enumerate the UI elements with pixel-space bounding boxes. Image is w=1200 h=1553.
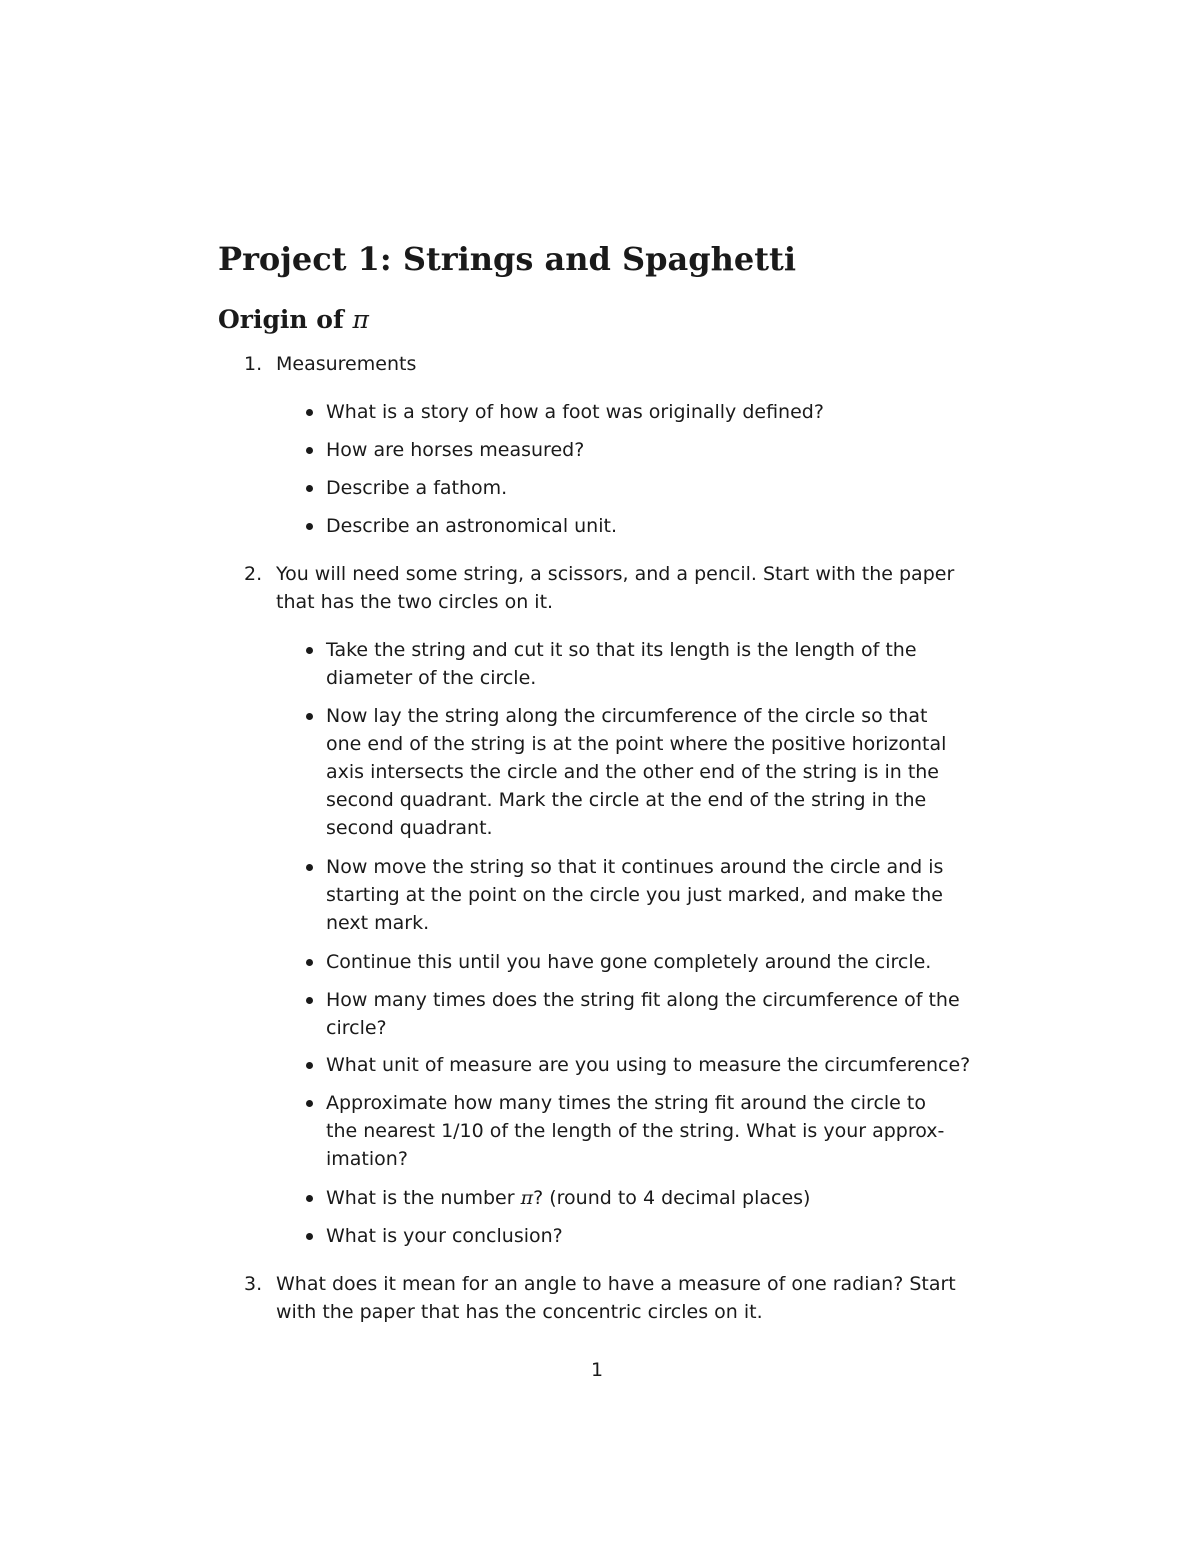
bullet-text: What is a story of how a foot was originally defined? [326,401,824,423]
bullet-marker [306,997,313,1004]
bullet-text-part: ? (round to 4 decimal places) [533,1187,811,1209]
bullet-text: circle? [326,1017,387,1039]
bullet-text: Take the string and cut it so that its length is the length of the [326,639,917,661]
bullet-marker [306,409,313,416]
pi-symbol: π [352,305,369,334]
bullet-text: axis intersects the circle and the other end of the string is in the [326,761,940,783]
bullet-text: Continue this until you have gone completely around the circle. [326,951,932,973]
bullet-marker [306,647,313,654]
section-heading-text: Origin of [218,305,353,334]
item-number: 3. [244,1273,263,1295]
bullet-text: imation? [326,1148,408,1170]
item-number: 1. [244,353,263,375]
section-heading [218,302,369,338]
bullet-text: Describe an astronomical unit. [326,515,617,537]
bullet-text: one end of the string is at the point where the positive horizontal [326,733,947,755]
bullet-marker [306,713,313,720]
bullet-marker [306,864,313,871]
bullet-text: What unit of measure are you using to measure the circumference? [326,1054,971,1076]
bullet-text: Now move the string so that it continues around the circle and is [326,856,944,878]
bullet-text: second quadrant. [326,817,493,839]
bullet-text: the nearest 1/10 of the length of the string. What is your approx- [326,1120,945,1142]
bullet-marker [306,1062,313,1069]
bullet-marker [306,523,313,530]
item-text: What does it mean for an angle to have a measure of one radian? Start [276,1273,956,1295]
bullet-text: diameter of the circle. [326,667,537,689]
bullet-marker [306,1195,313,1202]
item-text: You will need some string, a scissors, and a pencil. Start with the paper [276,563,955,585]
bullet-text: How are horses measured? [326,439,585,461]
bullet-text: What is your conclusion? [326,1225,563,1247]
bullet-text: next mark. [326,912,430,934]
bullet-marker [306,1233,313,1240]
page-title: Project 1: Strings and Spaghetti [218,240,796,278]
bullet-text: How many times does the string fit along the circumference of the [326,989,960,1011]
item-text: with the paper that has the concentric circles on it. [276,1301,763,1323]
bullet-text: starting at the point on the circle you just marked, and make the [326,884,943,906]
bullet-text [326,1184,810,1212]
pi-symbol: π [520,1187,534,1209]
bullet-marker [306,1100,313,1107]
bullet-marker [306,447,313,454]
item-number: 2. [244,563,263,585]
item-text: Measurements [276,353,417,375]
bullet-text-part: What is the number [326,1187,521,1209]
bullet-text: Now lay the string along the circumference of the circle so that [326,705,928,727]
bullet-text: second quadrant. Mark the circle at the end of the string in the [326,789,927,811]
bullet-text: Approximate how many times the string fit around the circle to [326,1092,926,1114]
item-text: that has the two circles on it. [276,591,554,613]
bullet-marker [306,959,313,966]
bullet-marker [306,485,313,492]
bullet-text: Describe a fathom. [326,477,508,499]
page-number: 1 [590,1359,604,1381]
